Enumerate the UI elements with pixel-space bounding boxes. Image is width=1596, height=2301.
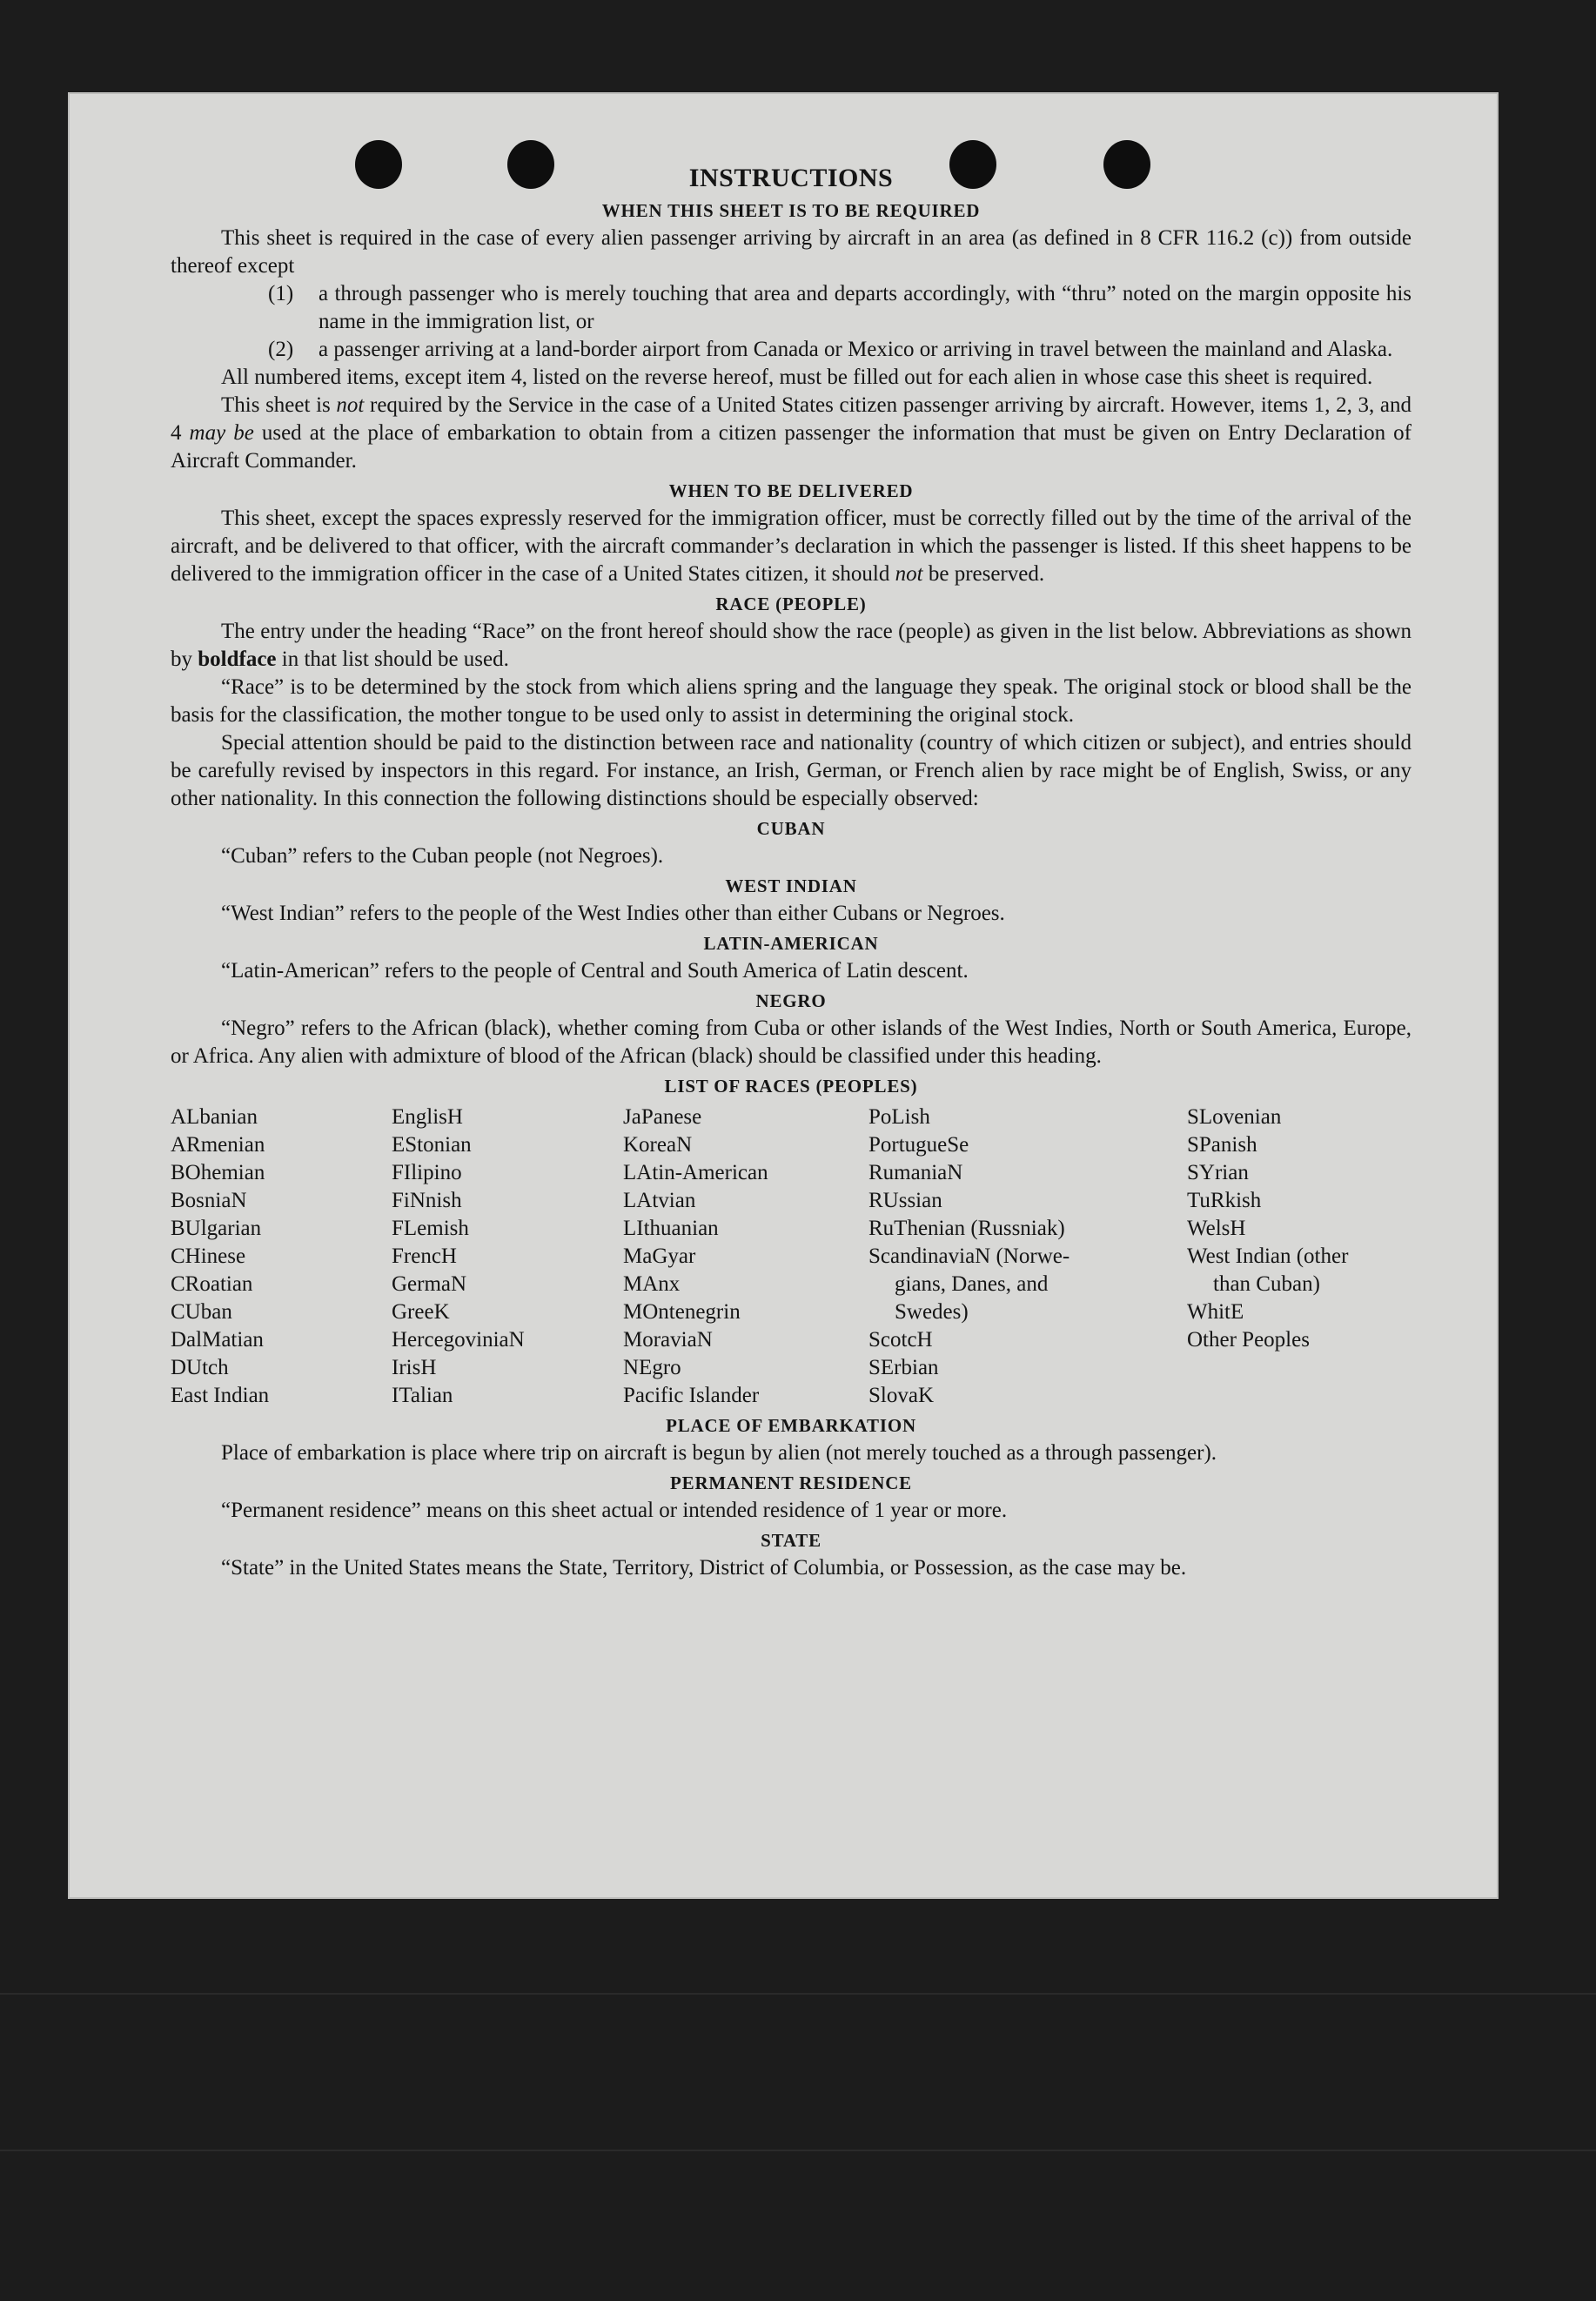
race-entry: BOhemian (171, 1161, 265, 1184)
text-run: in that list should be used. (276, 647, 509, 671)
paragraph (171, 618, 1412, 674)
race-entry: BUlgarian (171, 1217, 262, 1240)
race-entry: FrencH (392, 1244, 457, 1268)
race-entry: Other Peoples (1187, 1328, 1310, 1352)
page-title: INSTRUCTIONS (688, 164, 894, 192)
race-entry: NEgro (623, 1356, 681, 1379)
race-entry: WelsH (1187, 1217, 1246, 1240)
race-column (392, 1104, 623, 1410)
item-number: (2) (268, 338, 294, 361)
paragraph: All numbered items, except item 4, listed on the reverse hereof, must be filled out for each alien in whose case this sheet is required. (221, 366, 1373, 389)
bold-text: boldface (198, 647, 277, 671)
race-entry: DUtch (171, 1356, 229, 1379)
paragraph: “Race” is to be determined by the stock from which aliens spring and the language they speak. The original stock or blood shall be the basis for the classification, the mother tongue to be used only to assist in determining the original stock. (171, 675, 1412, 727)
paragraph: “State” in the United States means the State, Territory, District of Columbia, or Possession, as the case may be. (221, 1556, 1187, 1580)
race-entry: PoLish (868, 1105, 930, 1129)
race-entry: ScotcH (868, 1328, 933, 1352)
race-column (171, 1104, 392, 1410)
race-entry: ALbanian (171, 1105, 258, 1129)
paragraph: “Cuban” refers to the Cuban people (not Negroes). (221, 844, 664, 868)
section-heading-latin-american: LATIN-AMERICAN (703, 933, 879, 954)
race-entry: LAtin-American (623, 1161, 768, 1184)
race-entry: ITalian (392, 1384, 453, 1407)
race-entry: West Indian (other (1187, 1244, 1349, 1268)
race-entry: MOntenegrin (623, 1300, 741, 1324)
race-entry: MaGyar (623, 1244, 696, 1268)
race-entry: MoraviaN (623, 1328, 713, 1352)
race-entry: SErbian (868, 1356, 939, 1379)
emphasis: not (895, 562, 923, 586)
race-entry: ScandinaviaN (Norwe- (868, 1244, 1070, 1268)
section-heading-race: RACE (PEOPLE) (715, 594, 867, 614)
race-entry: KoreaN (623, 1133, 693, 1157)
race-column (623, 1104, 868, 1410)
text-run: used at the place of embarkation to obtain from a citizen passenger the information that must be given on Entry Declaration of Aircraft Commander. (171, 421, 1412, 473)
race-entry: FLemish (392, 1217, 469, 1240)
race-entry: Swedes) (895, 1300, 969, 1324)
paragraph: Special attention should be paid to the distinction between race and nationality (country of which citizen or subject), and entries should be carefully revised by inspectors in this regard. For instance, an Irish, German, or French alien by race might be of English, Swiss, or any other nationality. In this connection the following distinctions should be especially observed: (171, 731, 1412, 810)
race-entry: CHinese (171, 1244, 246, 1268)
race-column (868, 1104, 1187, 1410)
paragraph (171, 392, 1412, 475)
paragraph: “Negro” refers to the African (black), whether coming from Cuba or other islands of the West Indies, North or South America, Europe, or Africa. Any alien with admixture of blood of the African (black) should be classified under this heading. (171, 1016, 1412, 1068)
race-entry: RumaniaN (868, 1161, 963, 1184)
list-item (268, 336, 1412, 364)
race-entry: DalMatian (171, 1328, 264, 1352)
section-heading-delivered: WHEN TO BE DELIVERED (668, 480, 914, 501)
race-entry: CRoatian (171, 1272, 253, 1296)
race-entry: JaPanese (623, 1105, 702, 1129)
emphasis: may be (189, 421, 254, 445)
race-entry: BosniaN (171, 1189, 247, 1212)
paragraph: “Latin-American” refers to the people of Central and South America of Latin descent. (221, 959, 969, 983)
section-heading-required: WHEN THIS SHEET IS TO BE REQUIRED (601, 200, 981, 221)
section-heading-west-indian: WEST INDIAN (725, 875, 857, 896)
race-entry: SYrian (1187, 1161, 1249, 1184)
section-heading-residence: PERMANENT RESIDENCE (670, 1473, 912, 1493)
race-entry: ARmenian (171, 1133, 265, 1157)
race-entry: FIlipino (392, 1161, 462, 1184)
race-entry: LAtvian (623, 1189, 696, 1212)
race-entry: East Indian (171, 1384, 270, 1407)
text-run: required by the Service in the case of a United States citizen passenger arriving by aircraft. However, items 1, 2, 3, and 4 (171, 393, 1412, 445)
race-column (1187, 1104, 1412, 1410)
race-entry: Pacific Islander (623, 1384, 760, 1407)
paragraph (171, 505, 1412, 588)
section-heading-list-of-races: LIST OF RACES (PEOPLES) (664, 1076, 918, 1097)
race-entry: EStonian (392, 1133, 472, 1157)
race-entry: EnglisH (392, 1105, 463, 1129)
race-entry: than Cuban) (1213, 1272, 1320, 1296)
race-entry: gians, Danes, and (895, 1272, 1049, 1296)
instructions-content (171, 162, 1412, 1582)
race-entry: GreeK (392, 1300, 450, 1324)
race-entry: IrisH (392, 1356, 437, 1379)
race-entry: SlovaK (868, 1384, 934, 1407)
race-entry: LIthuanian (623, 1217, 719, 1240)
scan-band (0, 2150, 1596, 2151)
section-heading-embarkation: PLACE OF EMBARKATION (666, 1415, 916, 1436)
race-entry: TuRkish (1187, 1189, 1262, 1212)
text-run: The entry under the heading “Race” on the front hereof should show the race (people) as given in the list below. Abbreviations as shown by (171, 620, 1412, 671)
race-entry: RUssian (868, 1189, 942, 1212)
race-entry: GermaN (392, 1272, 467, 1296)
text-run: This sheet, except the spaces expressly reserved for the immigration officer, must be correctly filled out by the time of the arrival of the aircraft, and be delivered to that officer, with the aircraft commander’s declaration in which the passenger is listed. If this sheet happens to be delivered to the immigration officer in the case of a United States citizen, it should (171, 506, 1412, 586)
text-run: This sheet is (221, 393, 337, 417)
race-entry: MAnx (623, 1272, 681, 1296)
race-entry: WhitE (1187, 1300, 1244, 1324)
race-list (171, 1104, 1412, 1410)
race-entry: SLovenian (1187, 1105, 1282, 1129)
section-heading-cuban: CUBAN (756, 818, 826, 839)
race-entry: PortugueSe (868, 1133, 969, 1157)
list-item (268, 280, 1412, 336)
document-page (68, 92, 1499, 1899)
paragraph: “Permanent residence” means on this sheet actual or intended residence of 1 year or more. (221, 1499, 1008, 1522)
paragraph: This sheet is required in the case of every alien passenger arriving by aircraft in an area (as defined in 8 CFR 116.2 (c)) from outside thereof except (171, 226, 1412, 278)
item-text: a through passenger who is merely touching that area and departs accordingly, with “thru” noted on the margin opposite his name in the immigration list, or (319, 282, 1412, 333)
emphasis: not (336, 393, 365, 417)
paragraph: “West Indian” refers to the people of the West Indies other than either Cubans or Negroes. (221, 902, 1005, 925)
race-entry: FiNnish (392, 1189, 462, 1212)
section-heading-negro: NEGRO (755, 990, 827, 1011)
race-entry: HercegoviniaN (392, 1328, 525, 1352)
text-run: be preserved. (922, 562, 1045, 586)
scan-band (0, 1993, 1596, 1995)
item-text: a passenger arriving at a land-border airport from Canada or Mexico or arriving in travel between the mainland and Alaska. (319, 338, 1393, 361)
paragraph: Place of embarkation is place where trip on aircraft is begun by alien (not merely touched as a through passenger). (221, 1441, 1217, 1465)
section-heading-state: STATE (761, 1530, 821, 1551)
race-entry: SPanish (1187, 1133, 1257, 1157)
race-entry: CUban (171, 1300, 232, 1324)
race-entry: RuThenian (Russniak) (868, 1217, 1065, 1240)
item-number: (1) (268, 282, 294, 305)
